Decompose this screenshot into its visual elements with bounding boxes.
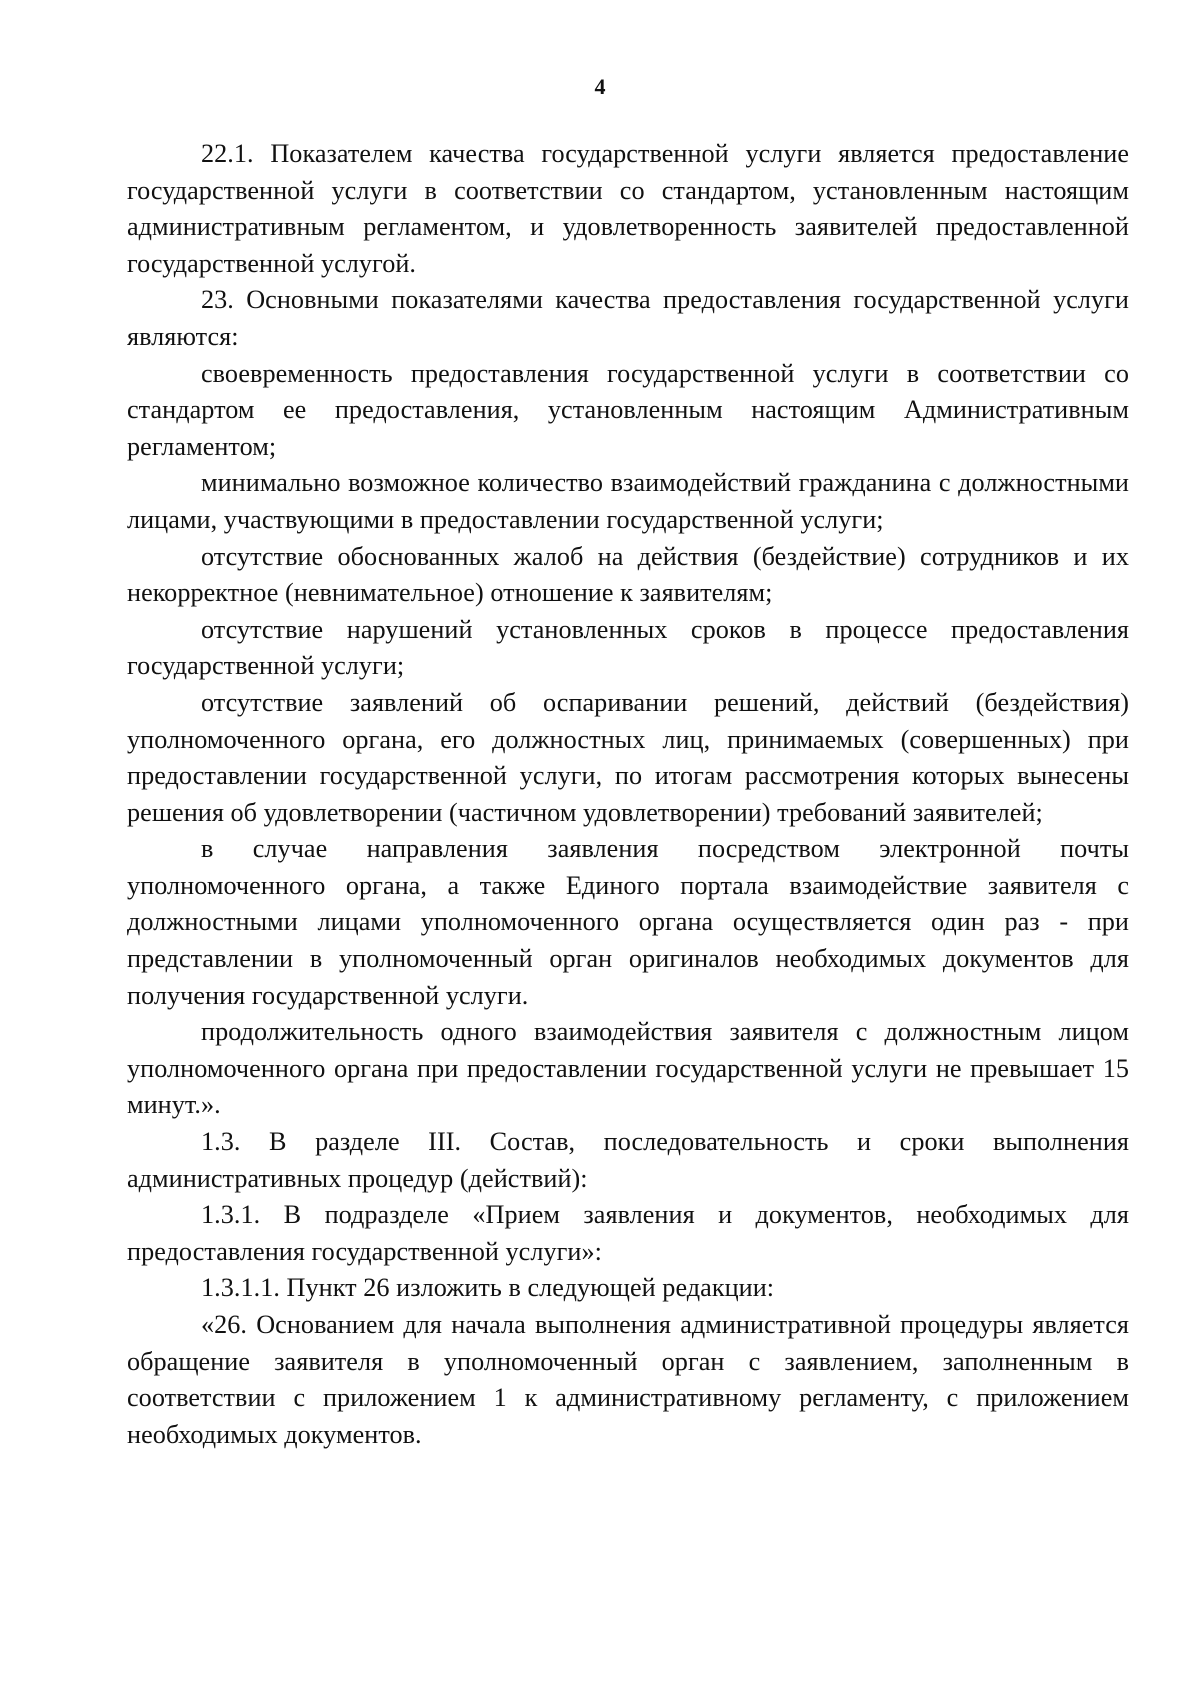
list-item-no-complaints: отсутствие обоснованных жалоб на действия (бездействие) сотрудников и их некорректное (невнимательное) отношение к заявителям;	[127, 541, 1129, 608]
paragraph-1-3-1: 1.3.1. В подразделе «Прием заявления и документов, необходимых для предоставления государственной услуги»:	[127, 1200, 1129, 1266]
list-item-no-disputes: отсутствие заявлений об оспаривании решений, действий (бездействия) уполномоченного органа, его должностных лиц, принимаемых (совершенных) при предоставлении государственной услуги, по итогам рассмотрения которых вынесены решения об удовлетворении (частичном удовлетворении) требований заявителей;	[127, 687, 1129, 827]
paragraph-23: 23. Основными показателями качества предоставления государственной услуги являются:	[127, 285, 1129, 351]
paragraph-26: «26. Основанием для начала выполнения административной процедуры является обращение заявителя в уполномоченный орган с заявлением, заполненным в соответствии с приложением 1 к административному регламенту, с приложением необходимых документов.	[127, 1310, 1129, 1449]
list-item-no-deadline-violations: отсутствие нарушений установленных сроков в процессе предоставления государственной услуги;	[127, 614, 1129, 681]
list-item-electronic-submission: в случае направления заявления посредством электронной почты уполномоченного органа, а также Единого портала взаимодействие заявителя с должностными лицами уполномоченного органа осуществляется один раз - при представлении в уполномоченный орган оригиналов необходимых документов для получения государственной услуги.	[127, 834, 1129, 1010]
paragraph-1-3-1-1: 1.3.1.1. Пункт 26 изложить в следующей редакции:	[201, 1273, 775, 1303]
paragraph-1-3: 1.3. В разделе III. Состав, последовательность и сроки выполнения административных процедур (действий):	[127, 1127, 1129, 1193]
list-item-timeliness: своевременность предоставления государственной услуги в соответствии со стандартом ее предоставления, установленным настоящим Административным регламентом;	[127, 358, 1129, 461]
document-body	[127, 136, 1129, 1453]
page-number: 4	[594, 74, 606, 99]
paragraph-22-1: 22.1. Показателем качества государственной услуги является предоставление государственной услуги в соответствии со стандартом, установленным настоящим административным регламентом, и удовлетворенность заявителей предоставленной государственной услугой.	[127, 139, 1129, 278]
list-item-min-interactions: минимально возможное количество взаимодействий гражданина с должностными лицами, участвующими в предоставлении государственной услуги;	[127, 468, 1129, 534]
list-item-interaction-duration: продолжительность одного взаимодействия заявителя с должностным лицом уполномоченного органа при предоставлении государственной услуги не превышает 15 минут.».	[127, 1017, 1129, 1120]
